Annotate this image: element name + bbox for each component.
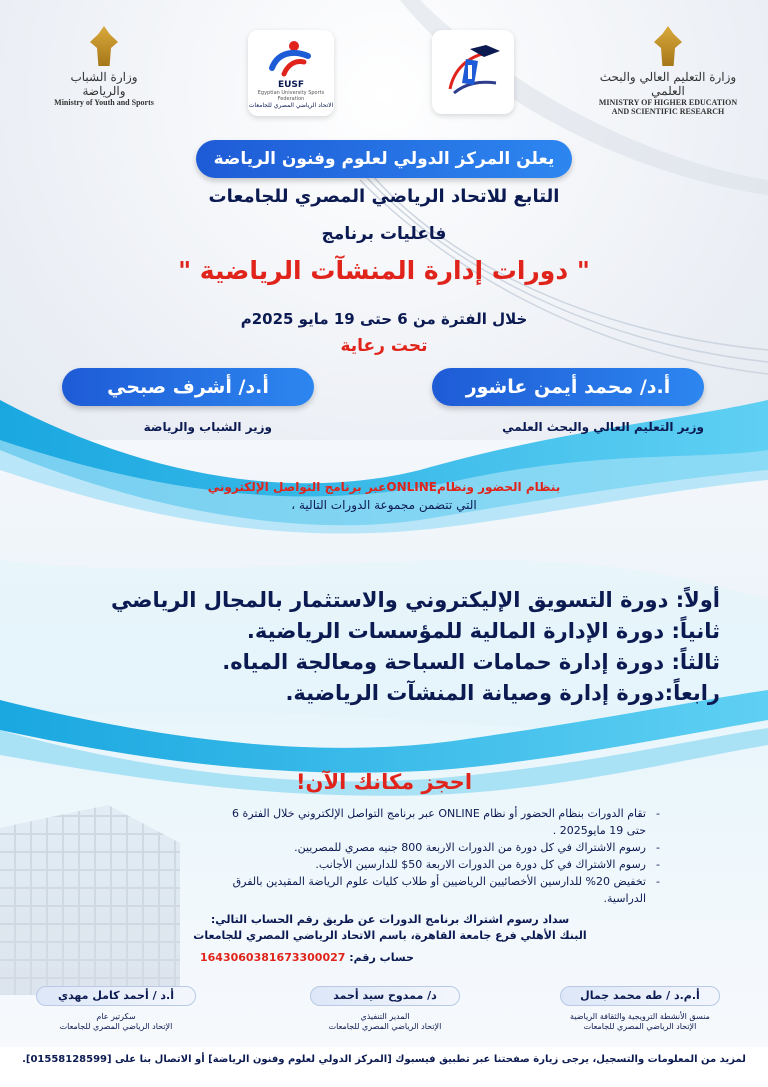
signatory-3-role xyxy=(36,1012,196,1032)
patron-1-title: وزير التعليم العالي والبحث العلمي xyxy=(502,420,704,434)
academy-emblem-icon xyxy=(440,39,506,105)
footer-text: لمزيد من المعلومات والتسجيل، يرجى زيارة صفحتنا عبر تطبيق فيسبوك [المركز الدولي لعلوم وفنون الرياضة] أو الاتصال بنا على [01558128599]. xyxy=(22,1054,746,1065)
eusf-runner-icon xyxy=(264,38,318,78)
payment-line-2: البنك الأهلي فرع جامعة القاهرة، باسم الاتحاد الرياضي المصري للجامعات xyxy=(193,929,587,942)
course-item: ثانياً: دورة الإدارة المالية للمؤسسات الرياضية. xyxy=(246,619,720,643)
detail-item: - رسوم الاشتراك في كل دورة من الدورات الاربعة 800 جنيه مصري للمصريين. xyxy=(210,839,660,856)
booking-details xyxy=(210,805,660,907)
eagle-icon xyxy=(90,26,118,66)
patronage-label: تحت رعاية xyxy=(340,336,428,356)
signatory-2-name: د/ ممدوح سيد أحمد xyxy=(310,986,460,1006)
course-item: أولاً: دورة التسويق الإليكتروني والاستثمار بالمجال الرياضي xyxy=(111,588,720,612)
signatory-2-role xyxy=(310,1012,460,1032)
eusf-logo xyxy=(248,30,334,116)
signatory-1-role2: الإتحاد الرياضي المصري للجامعات xyxy=(583,1022,697,1031)
account-number: 1643060381673300027 xyxy=(200,951,346,964)
eagle-icon xyxy=(654,26,682,66)
youth-ministry-ar: وزارة الشباب والرياضة xyxy=(70,70,138,98)
signatory-2-role1: المدير التنفيذي xyxy=(360,1012,410,1021)
book-now-title: احجز مكانك الآن! xyxy=(295,770,473,794)
course-item: ثالثاً: دورة إدارة حمامات السباحة ومعالجة المياه. xyxy=(222,650,720,674)
signatory-1-name: أ.م.د / طه محمد جمال xyxy=(560,986,720,1006)
patron-2-name: أ.د/ أشرف صبحي xyxy=(62,368,314,406)
detail-item: - رسوم الاشتراك في كل دورة من الدورات الاربعة 50$ للدارسين الأجانب. xyxy=(210,856,660,873)
signatory-1-role xyxy=(560,1012,720,1032)
affiliation-line: التابع للاتحاد الرياضي المصري للجامعات xyxy=(208,186,560,207)
building-photo xyxy=(0,805,180,995)
youth-ministry-en: Ministry of Youth and Sports xyxy=(54,98,154,107)
signatory-3-role2: الإتحاد الرياضي المصري للجامعات xyxy=(59,1022,173,1031)
announcement-banner: يعلن المركز الدولي لعلوم وفنون الرياضة xyxy=(196,140,572,178)
signatory-1-role1: منسق الأنشطة الترويجية والثقافة الرياضية xyxy=(570,1012,710,1021)
patron-1-name: أ.د/ محمد أيمن عاشور xyxy=(432,368,704,406)
eusf-ar: الاتحاد الرياضي المصري للجامعات xyxy=(248,101,334,109)
signatory-3-name: أ.د / أحمد كامل مهدي xyxy=(36,986,196,1006)
attendance-mode: بنظام الحضور ونظامONLINEعبر برنامج التواصل الإلكتروني xyxy=(207,480,561,494)
higher-ed-ar: وزارة التعليم العالي والبحث العلمي xyxy=(599,70,737,98)
courses-list xyxy=(80,585,720,709)
higher-ed-en: MINISTRY OF HIGHER EDUCATION AND SCIENTIFIC RESEARCH xyxy=(598,98,738,116)
signatory-2-role2: الإتحاد الرياضي المصري للجامعات xyxy=(328,1022,442,1031)
detail-item: - تخفيض 20% للدارسين الأخصائيين الرياضيين أو طلاب كليات علوم الرياضة المقيدين بالفرق الدراسية. xyxy=(210,873,660,907)
course-item: رابعاً:دورة إدارة وصيانة المنشآت الرياضية. xyxy=(285,681,720,705)
payment-line-1: سداد رسوم اشتراك برنامج الدورات عن طريق رقم الحساب التالي: xyxy=(210,913,570,926)
courses-intro: التي تتضمن مجموعة الدورات التالية ، xyxy=(291,498,477,512)
youth-ministry-logo xyxy=(48,26,160,107)
program-title: " دورات إدارة المنشآت الرياضية " xyxy=(178,256,590,285)
detail-item: - تقام الدورات بنظام الحضور أو نظام ONLINE عبر برنامج التواصل الإلكتروني خلال الفترة 6 حتى 19 مايو2025 . xyxy=(210,805,660,839)
contact-footer xyxy=(0,1047,768,1087)
patron-2-title: وزير الشباب والرياضة xyxy=(143,420,272,434)
account-label: حساب رقم: xyxy=(349,951,414,964)
signatory-3-role1: سكرتير عام xyxy=(96,1012,136,1021)
payment-info xyxy=(160,912,620,944)
center-logo xyxy=(432,30,514,114)
eusf-en: Egyptian University Sports Federation xyxy=(257,89,325,102)
program-period: خلال الفترة من 6 حتى 19 مايو 2025م xyxy=(240,310,528,328)
program-intro: فاعليات برنامج xyxy=(321,224,447,244)
higher-ed-ministry-logo xyxy=(598,26,738,116)
account-info xyxy=(200,951,414,964)
eusf-abbr: EUSF xyxy=(277,79,305,90)
